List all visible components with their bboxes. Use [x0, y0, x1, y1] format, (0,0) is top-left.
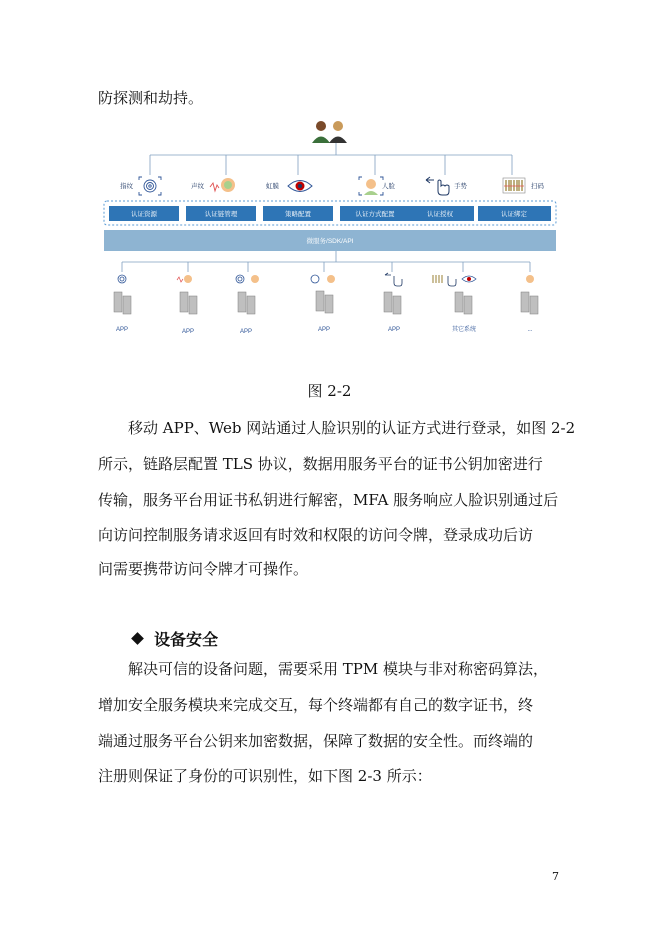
para1-line-2: 所示，链路层配置 TLS 协议，数据用服务平台的证书公钥加密进行 — [98, 455, 543, 473]
client-label-4: APP — [317, 327, 331, 333]
method-label-iris: 虹膜 — [266, 183, 279, 190]
para2-line-2: 增加安全服务模块来完成交互，每个终端都有自己的数字证书，终 — [98, 696, 534, 714]
section-heading — [133, 627, 218, 650]
method-label-voiceprint: 声纹 — [191, 183, 204, 190]
section-heading-text: 设备安全 — [154, 630, 219, 649]
method-label-barcode: 扫码 — [531, 183, 544, 190]
service-auth-chain: 认证链管理 — [204, 211, 238, 218]
service-auth-resource: 认证资源 — [131, 211, 157, 218]
client-label-2: APP — [181, 329, 195, 335]
fingerprint-icon — [139, 177, 161, 195]
diamond-bullet-icon — [131, 632, 144, 645]
method-label-face: 人脸 — [382, 183, 395, 190]
page-number: 7 — [552, 870, 559, 883]
top-text-fragment: 防探测和劫持。 — [98, 89, 204, 107]
method-label-fingerprint: 指纹 — [120, 183, 133, 190]
service-policy-config: 策略配置 — [285, 211, 311, 218]
client-label-other: 其它系统 — [451, 327, 477, 333]
service-auth-grant: 认证授权 — [427, 211, 453, 218]
client-method-icons — [118, 273, 534, 286]
client-label-1: APP — [115, 327, 129, 333]
para1-line-1: 移动 APP、Web 网站通过人脸识别的认证方式进行登录，如图 2-2 — [128, 419, 576, 437]
method-label-gesture: 手势 — [454, 183, 467, 190]
service-auth-method-config: 认证方式配置 — [355, 211, 395, 218]
barcode-icon — [503, 178, 525, 193]
client-servers — [114, 291, 538, 314]
service-auth-binding: 认证绑定 — [501, 211, 527, 218]
voiceprint-icon — [210, 178, 235, 192]
para1-line-3: 传输，服务平台用证书私钥进行解密，MFA 服务响应人脸识别通过后 — [98, 491, 559, 509]
para1-line-4: 向访问控制服务请求返回有时效和权限的访问令牌，登录成功后访 — [98, 526, 534, 544]
para2-line-3: 端通过服务平台公钥来加密数据，保障了数据的安全性。而终端的 — [98, 732, 534, 750]
client-label-more: ... — [527, 327, 533, 333]
gesture-icon — [426, 177, 449, 195]
face-icon — [359, 177, 383, 195]
para2-line-1: 解决可信的设备问题，需要采用 TPM 模块与非对称密码算法， — [128, 660, 548, 678]
figure-caption: 图 2-2 — [307, 382, 352, 400]
para2-line-4: 注册则保证了身份的可识别性，如下图 2-3 所示： — [98, 767, 432, 785]
users-icon — [312, 121, 347, 143]
architecture-diagram — [100, 115, 560, 345]
api-bar-label: 微服务/SDK/API — [306, 238, 354, 245]
para1-line-5: 问需要携带访问令牌才可操作。 — [98, 560, 309, 578]
client-label-5: APP — [387, 327, 401, 333]
iris-icon — [288, 181, 312, 192]
client-label-3: APP — [239, 329, 253, 335]
